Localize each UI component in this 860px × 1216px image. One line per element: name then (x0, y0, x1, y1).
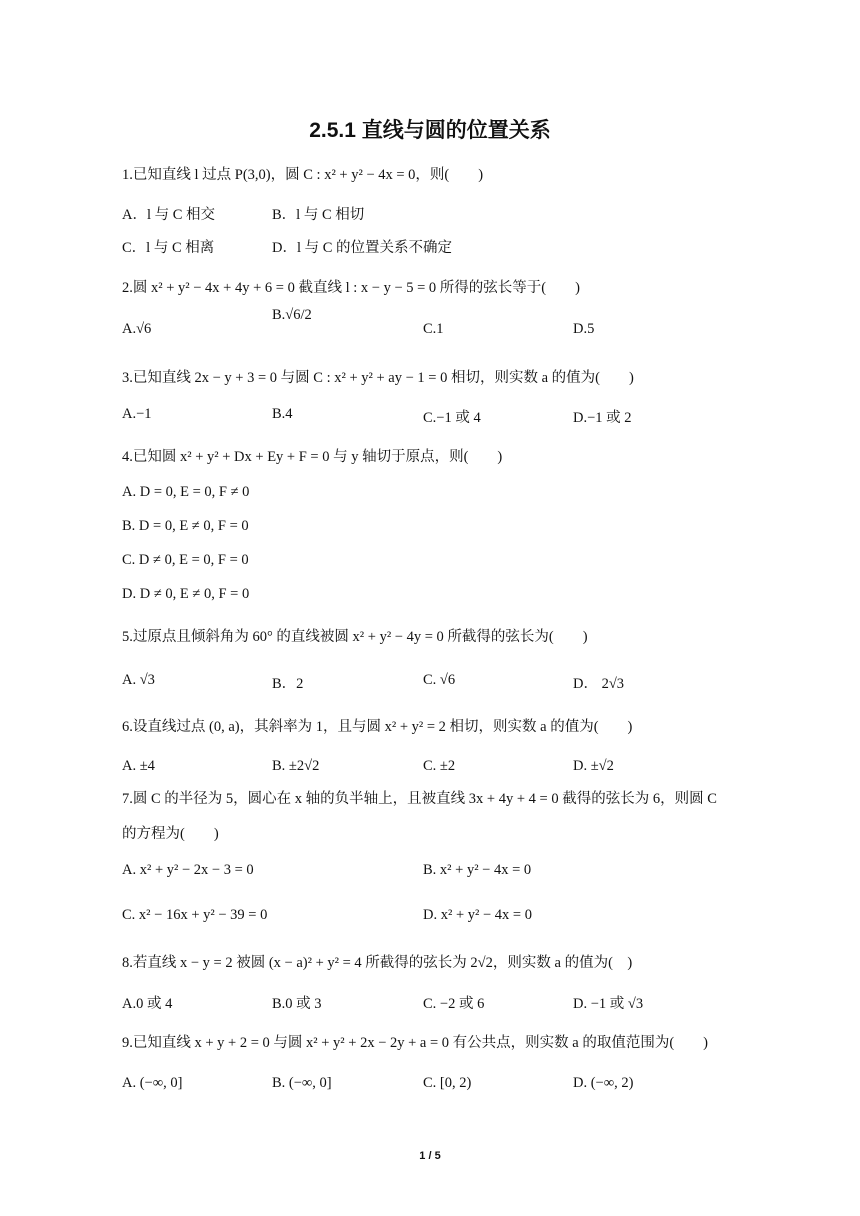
question-9-stem: 9.已知直线 x + y + 2 = 0 与圆 x² + y² + 2x − 2y + a = 0 有公共点，则实数 a 的取值范围为( ) (122, 1035, 709, 1051)
q4-option-c: C. D ≠ 0, E = 0, F = 0 (122, 552, 249, 568)
q6-option-a: A. ±4 (122, 758, 155, 774)
q3-option-c: C.−1 或 4 (423, 410, 481, 426)
q3-option-a: A.−1 (122, 406, 152, 422)
question-7-stem: 7.圆 C 的半径为 5，圆心在 x 轴的负半轴上，且被直线 3x + 4y + 4 = 0 截得的弦长为 6，则圆 C (122, 791, 717, 807)
question-8-stem: 8.若直线 x − y = 2 被圆 (x − a)² + y² = 4 所截得的弦长为 2√2，则实数 a 的值为( ) (122, 955, 633, 971)
q7-option-b: B. x² + y² − 4x = 0 (423, 862, 532, 878)
question-3-options (0, 406, 860, 426)
q3-option-d: D.−1 或 2 (573, 410, 632, 426)
q4-option-a: A. D = 0, E = 0, F ≠ 0 (122, 484, 250, 500)
q9-option-d: D. (−∞, 2) (573, 1075, 634, 1091)
question-8-options (0, 992, 860, 1012)
q2-option-a: A.√6 (122, 321, 152, 337)
question-1-options-row-2 (0, 236, 860, 256)
q8-option-a: A.0 或 4 (122, 996, 173, 1012)
question-2-stem: 2.圆 x² + y² − 4x + 4y + 6 = 0 截直线 l : x − y − 5 = 0 所得的弦长等于( ) (122, 280, 580, 296)
question-5-stem: 5.过原点且倾斜角为 60° 的直线被圆 x² + y² − 4y = 0 所截得的弦长为( ) (122, 629, 588, 645)
q2-option-d: D.5 (573, 321, 595, 337)
document-title: 2.5.1 直线与圆的位置关系 (309, 119, 551, 142)
q1-option-b: B．l 与 C 相切 (272, 207, 365, 223)
q7-option-a: A. x² + y² − 2x − 3 = 0 (122, 862, 254, 878)
question-7-options-row-2 (0, 907, 860, 927)
q5-option-a: A. √3 (122, 672, 155, 688)
q1-option-a: A．l 与 C 相交 (122, 207, 216, 223)
q7-option-c: C. x² − 16x + y² − 39 = 0 (122, 907, 268, 923)
q6-option-b: B. ±2√2 (272, 758, 320, 774)
question-1-options-row-1 (0, 203, 860, 223)
q5-option-b: B．2 (272, 676, 304, 692)
q6-option-d: D. ±√2 (573, 758, 614, 774)
q9-option-b: B. (−∞, 0] (272, 1075, 332, 1091)
q7-option-d: D. x² + y² − 4x = 0 (423, 907, 532, 923)
question-1-stem: 1.已知直线 l 过点 P(3,0)，圆 C : x² + y² − 4x = 0，则( ) (122, 167, 484, 183)
q5-option-c: C. √6 (423, 672, 456, 688)
q9-option-a: A. (−∞, 0] (122, 1075, 183, 1091)
q3-option-b: B.4 (272, 406, 293, 422)
q2-option-c: C.1 (423, 321, 444, 337)
q6-option-c: C. ±2 (423, 758, 456, 774)
q5-option-d: D． 2√3 (573, 676, 625, 692)
q1-option-d: D．l 与 C 的位置关系不确定 (272, 240, 453, 256)
question-6-stem: 6.设直线过点 (0, a)，其斜率为 1，且与圆 x² + y² = 2 相切，则实数 a 的值为( ) (122, 719, 633, 735)
question-3-stem: 3.已知直线 2x − y + 3 = 0 与圆 C : x² + y² + ay − 1 = 0 相切，则实数 a 的值为( ) (122, 370, 634, 386)
q9-option-c: C. [0, 2) (423, 1075, 472, 1091)
q8-option-b: B.0 或 3 (272, 996, 322, 1012)
q2-option-b: B.√6/2 (272, 307, 312, 323)
question-7-stem-continued: 的方程为( ) (122, 826, 219, 842)
q8-option-c: C. −2 或 6 (423, 996, 485, 1012)
question-6-options (0, 758, 860, 778)
question-7-options-row-1 (0, 862, 860, 882)
q8-option-d: D. −1 或 √3 (573, 996, 644, 1012)
question-5-options (0, 672, 860, 692)
question-9-options (0, 1075, 860, 1095)
q4-option-d: D. D ≠ 0, E ≠ 0, F = 0 (122, 586, 250, 602)
page-number: 1 / 5 (419, 1150, 441, 1162)
question-2-options (0, 307, 860, 341)
question-4-stem: 4.已知圆 x² + y² + Dx + Ey + F = 0 与 y 轴切于原点，则( ) (122, 449, 503, 465)
q4-option-b: B. D = 0, E ≠ 0, F = 0 (122, 518, 249, 534)
q1-option-c: C．l 与 C 相离 (122, 240, 215, 256)
